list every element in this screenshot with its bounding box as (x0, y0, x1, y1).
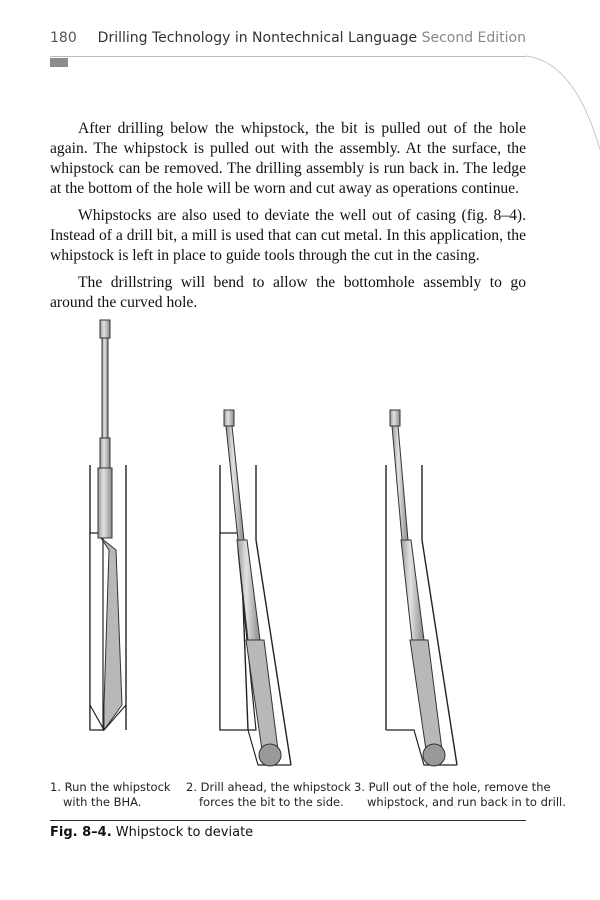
stage-1-top-sub (100, 320, 110, 338)
caption-stage-2 (186, 780, 351, 810)
header-tab-marker (50, 58, 68, 67)
figure-title: Whipstock to deviate (115, 825, 254, 840)
caption-3-line-2: whipstock, and run back in to drill. (367, 795, 566, 809)
stage-2-top-sub (224, 410, 234, 426)
stage-3-drill-bit (423, 744, 445, 766)
stage-2-drillpipe (226, 426, 244, 540)
paragraph-2: Whipstocks are also used to deviate the well out of casing (fig. 8–4). Instead of a drill bit, a mill is used that can cut metal. In this application, the whipstock is left in place to guide tools through the cut in the casing. (50, 207, 526, 264)
figure-caption (50, 825, 253, 840)
caption-3-line-1: 3. Pull out of the hole, remove the (354, 780, 551, 794)
header-rule (50, 56, 526, 57)
stage-2-diagram (220, 410, 291, 766)
edition-label: Second Edition (421, 30, 526, 46)
stage-2-drill-bit (259, 744, 281, 766)
stage-3-diagram (386, 410, 457, 766)
stage-3-drill-collar (401, 540, 424, 640)
book-title: Drilling Technology in Nontechnical Language (97, 30, 418, 46)
figure-caption-rule (50, 820, 526, 821)
stage-1-diagram (90, 320, 126, 730)
running-header (98, 30, 526, 46)
paragraph-1: After drilling below the whipstock, the bit is pulled out of the hole again. The whipstock is pulled out with the assembly. At the surface, the whipstock can be removed. The drilling assembly is run back in. The ledge at the bottom of the hole will be worn and cut away as operations continue. (50, 120, 526, 197)
caption-1-line-2: with the BHA. (63, 795, 142, 809)
stage-3-top-sub (390, 410, 400, 426)
body-text (50, 119, 526, 320)
stage-1-whipstock (90, 533, 103, 730)
stage-1-tool-joint (100, 438, 110, 468)
page-number: 180 (50, 30, 77, 46)
caption-2-line-1: 2. Drill ahead, the whipstock (186, 780, 351, 794)
caption-2-line-2: forces the bit to the side. (199, 795, 344, 809)
stage-1-drillpipe (102, 338, 108, 438)
stage-1-bha (101, 538, 122, 730)
paragraph-3: The drillstring will bend to allow the bottomhole assembly to go around the curved hole. (50, 274, 526, 311)
stage-3-hole-bottom (386, 730, 457, 765)
caption-stage-3 (354, 780, 566, 810)
caption-stage-1 (50, 780, 190, 810)
stage-3-drillpipe (392, 426, 408, 540)
caption-1-line-1: 1. Run the whipstock (50, 780, 171, 794)
stage-1-drill-collar (98, 468, 112, 538)
whipstock-figure (48, 310, 538, 780)
figure-label: Fig. 8–4. (50, 825, 112, 840)
